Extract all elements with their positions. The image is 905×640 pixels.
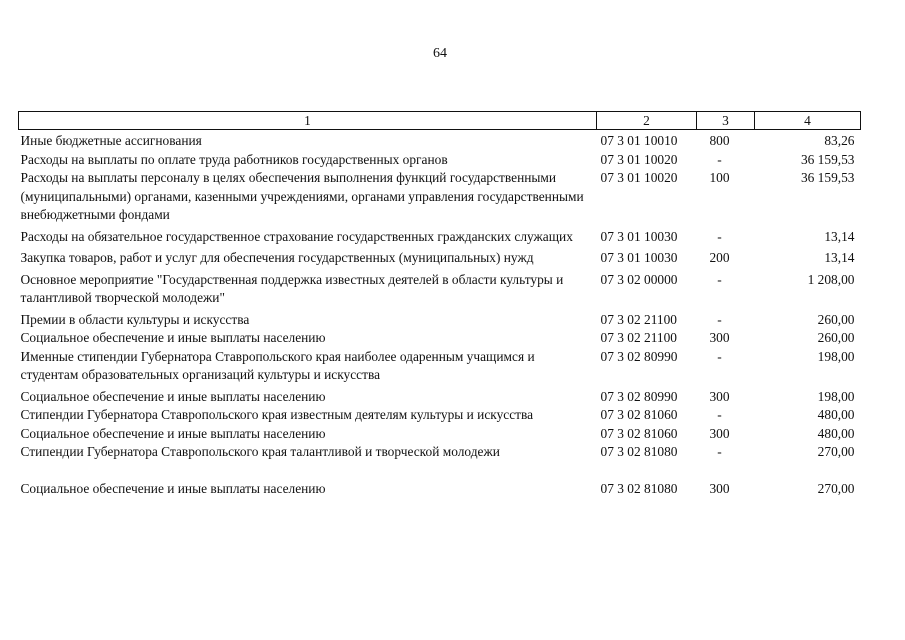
row-amount: 83,26 bbox=[824, 133, 855, 148]
page-number: 64 bbox=[433, 46, 447, 61]
row-amount: 260,00 bbox=[817, 311, 855, 327]
row-type: - bbox=[717, 271, 722, 287]
row-name: Социальное обеспечение и иные выплаты населению bbox=[20, 425, 326, 441]
row-amount: 480,00 bbox=[817, 425, 855, 441]
row-type: 300 bbox=[709, 330, 730, 345]
row-type: - bbox=[717, 311, 722, 327]
row-name: Закупка товаров, работ и услуг для обеспечения государственных (муниципальных) нужд bbox=[20, 250, 534, 265]
table-row bbox=[19, 271, 861, 311]
row-code: 07 3 01 10020 bbox=[600, 170, 678, 185]
row-amount: 198,00 bbox=[817, 388, 855, 404]
table-row bbox=[19, 311, 861, 330]
row-type: 300 bbox=[709, 388, 730, 404]
row-type: 300 bbox=[709, 425, 730, 441]
table-row bbox=[19, 329, 861, 348]
row-name: Именные стипендии Губернатора Ставропольского края наиболее одаренным учащимся и студентам образовательных организаций культуры и искусства bbox=[20, 348, 535, 382]
table-header-row bbox=[19, 112, 861, 130]
row-amount: 13,14 bbox=[824, 228, 855, 244]
budget-table bbox=[18, 111, 861, 498]
row-code: 07 3 02 21100 bbox=[600, 330, 677, 345]
row-code: 07 3 01 10030 bbox=[600, 250, 678, 265]
row-amount: 198,00 bbox=[817, 348, 855, 364]
row-name: Стипендии Губернатора Ставропольского края талантливой и творческой молодежи bbox=[20, 444, 500, 459]
table-row bbox=[19, 151, 861, 170]
row-amount: 480,00 bbox=[817, 407, 855, 422]
row-type: 300 bbox=[709, 480, 730, 496]
row-code: 07 3 02 81060 bbox=[600, 425, 678, 441]
row-type: 800 bbox=[709, 133, 730, 148]
row-type: 200 bbox=[709, 250, 730, 265]
column-header-1: 1 bbox=[19, 112, 597, 130]
row-amount: 260,00 bbox=[817, 330, 855, 345]
row-type: - bbox=[717, 228, 722, 244]
row-code: 07 3 02 81080 bbox=[600, 480, 678, 496]
column-header-2: 2 bbox=[597, 112, 697, 130]
row-type: - bbox=[717, 348, 722, 364]
row-name: Иные бюджетные ассигнования bbox=[20, 133, 202, 148]
table-row bbox=[19, 249, 861, 271]
row-code: 07 3 02 21100 bbox=[600, 311, 677, 327]
row-code: 07 3 02 80990 bbox=[600, 388, 678, 404]
row-amount: 36 159,53 bbox=[800, 151, 855, 167]
table-row bbox=[19, 348, 861, 388]
row-code: 07 3 02 00000 bbox=[600, 271, 678, 287]
row-code: 07 3 02 81060 bbox=[600, 407, 678, 422]
row-amount: 13,14 bbox=[824, 250, 855, 265]
table-row bbox=[19, 169, 861, 228]
row-code: 07 3 01 10030 bbox=[600, 228, 678, 244]
row-type: - bbox=[717, 444, 722, 459]
row-name: Расходы на выплаты по оплате труда работников государственных органов bbox=[20, 151, 448, 167]
table-row bbox=[19, 406, 861, 425]
row-name: Социальное обеспечение и иные выплаты населению bbox=[20, 480, 326, 496]
table-row bbox=[19, 130, 861, 151]
row-name: Социальное обеспечение и иные выплаты населению bbox=[20, 330, 326, 345]
row-amount: 270,00 bbox=[817, 480, 855, 496]
table-row bbox=[19, 425, 861, 444]
row-name: Расходы на обязательное государственное страхование государственных гражданских служащих bbox=[20, 228, 573, 244]
table-row bbox=[19, 443, 861, 462]
row-amount: 1 208,00 bbox=[807, 271, 855, 287]
column-header-3: 3 bbox=[697, 112, 755, 130]
row-type: 100 bbox=[709, 170, 730, 185]
row-name: Основное мероприятие "Государственная поддержка известных деятелей в области культуры и талантливой творческой молодежи" bbox=[20, 271, 564, 305]
row-code: 07 3 01 10010 bbox=[600, 133, 678, 148]
row-type: - bbox=[717, 407, 722, 422]
table-row bbox=[19, 388, 861, 407]
table-row bbox=[19, 228, 861, 250]
row-code: 07 3 01 10020 bbox=[600, 151, 678, 167]
row-amount: 270,00 bbox=[817, 444, 855, 459]
row-code: 07 3 02 80990 bbox=[600, 348, 678, 364]
table-row bbox=[19, 462, 861, 499]
row-code: 07 3 02 81080 bbox=[600, 444, 678, 459]
row-amount: 36 159,53 bbox=[800, 170, 855, 185]
row-type: - bbox=[717, 151, 722, 167]
row-name: Социальное обеспечение и иные выплаты населению bbox=[20, 388, 326, 404]
row-name: Стипендии Губернатора Ставропольского края известным деятелям культуры и искусства bbox=[20, 407, 534, 422]
row-name: Расходы на выплаты персоналу в целях обеспечения выполнения функций государственными (муниципальными) органами, казенными учреждениями, органами управления государственными внебюджетными фондами bbox=[20, 170, 584, 222]
row-name: Премии в области культуры и искусства bbox=[20, 311, 250, 327]
column-header-4: 4 bbox=[755, 112, 861, 130]
